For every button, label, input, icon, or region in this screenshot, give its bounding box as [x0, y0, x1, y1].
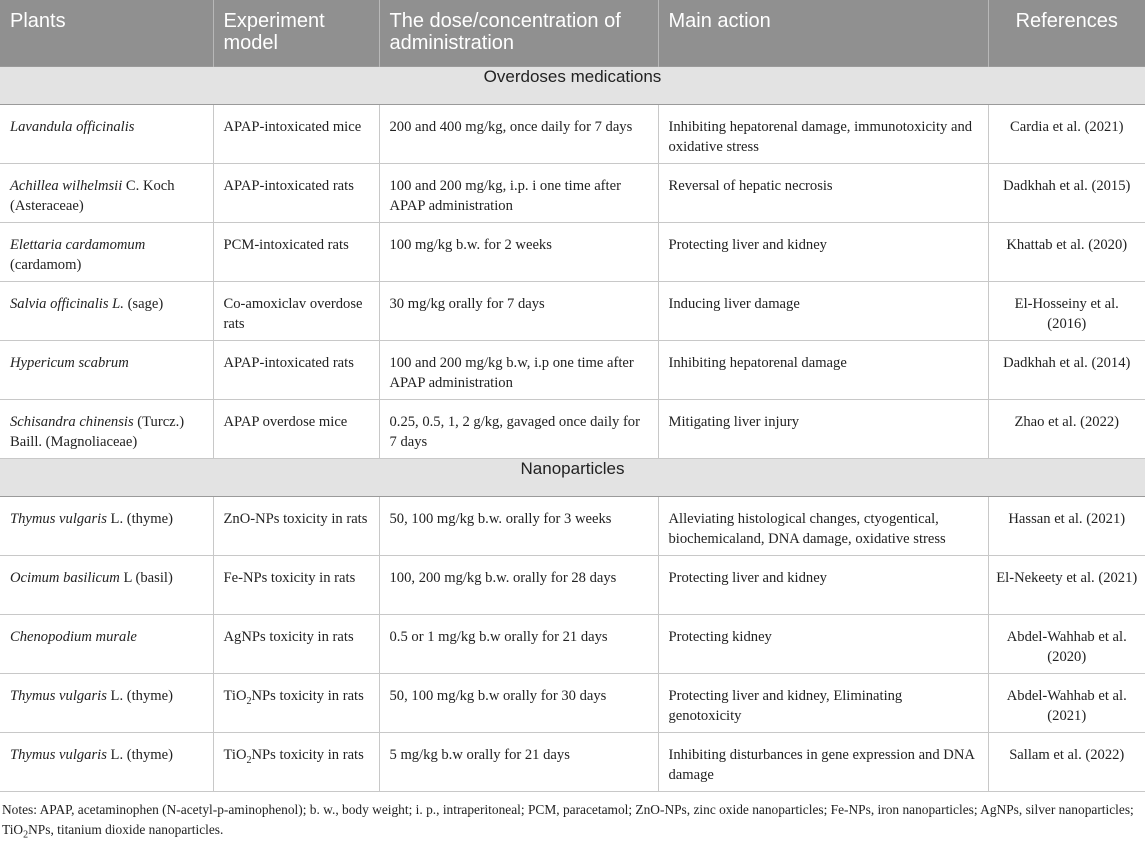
- cell-plant: [0, 733, 213, 792]
- plant-name-italic: Ocimum basilicum: [10, 570, 120, 586]
- header-plants: Plants: [0, 0, 213, 67]
- plant-name-italic: Thymus vulgaris: [10, 688, 107, 704]
- plant-name-italic: Achillea wilhelmsii: [10, 178, 123, 194]
- table-notes: [0, 792, 1145, 840]
- cell-reference: Dadkhah et al. (2015): [988, 164, 1145, 223]
- cell-dose: 100, 200 mg/kg b.w. orally for 28 days: [379, 556, 658, 615]
- model-text-end: NPs toxicity in rats: [251, 688, 364, 704]
- cell-plant: [0, 223, 213, 282]
- table-row: [0, 341, 1145, 400]
- plant-name-italic: Thymus vulgaris: [10, 747, 107, 763]
- cell-main-action: Protecting liver and kidney: [658, 223, 988, 282]
- cell-plant: [0, 282, 213, 341]
- cell-reference: El-Hosseiny et al. (2016): [988, 282, 1145, 341]
- cell-main-action: Protecting liver and kidney: [658, 556, 988, 615]
- cell-plant: [0, 615, 213, 674]
- cell-dose: 100 mg/kg b.w. for 2 weeks: [379, 223, 658, 282]
- notes-text-end: NPs, titanium dioxide nanoparticles.: [28, 822, 224, 837]
- cell-experiment-model: Co-amoxiclav overdose rats: [213, 282, 379, 341]
- cell-experiment-model: PCM-intoxicated rats: [213, 223, 379, 282]
- section-title: Overdoses medications: [0, 67, 1145, 105]
- plant-name-rest: L. (thyme): [106, 688, 173, 704]
- cell-experiment-model: [213, 674, 379, 733]
- plant-name-rest: (cardamom): [10, 257, 82, 273]
- cell-reference: Zhao et al. (2022): [988, 400, 1145, 459]
- plant-name-italic: Lavandula officinalis: [10, 119, 135, 135]
- model-text: TiO: [223, 747, 247, 763]
- cell-plant: [0, 400, 213, 459]
- cell-plant: [0, 497, 213, 556]
- table-row: [0, 497, 1145, 556]
- table-row: [0, 733, 1145, 792]
- cell-main-action: Mitigating liver injury: [658, 400, 988, 459]
- cell-experiment-model: APAP-intoxicated mice: [213, 105, 379, 164]
- notes-subscript: 2: [23, 829, 29, 841]
- table-row: [0, 105, 1145, 164]
- cell-plant: [0, 105, 213, 164]
- table-row: [0, 282, 1145, 341]
- cell-dose: 0.25, 0.5, 1, 2 g/kg, gavaged once daily for 7 days: [379, 400, 658, 459]
- cell-experiment-model: APAP-intoxicated rats: [213, 164, 379, 223]
- cell-dose: 100 and 200 mg/kg, i.p. i one time after APAP administration: [379, 164, 658, 223]
- cell-dose: 30 mg/kg orally for 7 days: [379, 282, 658, 341]
- cell-experiment-model: APAP-intoxicated rats: [213, 341, 379, 400]
- plant-name-rest: C. Koch (Asteraceae): [10, 178, 175, 214]
- section-row: [0, 67, 1145, 105]
- plant-name-rest: L. (thyme): [106, 511, 173, 527]
- cell-plant: [0, 674, 213, 733]
- cell-dose: 50, 100 mg/kg b.w orally for 30 days: [379, 674, 658, 733]
- cell-main-action: Protecting kidney: [658, 615, 988, 674]
- table-row: [0, 556, 1145, 615]
- plant-name-rest: (sage): [123, 296, 164, 312]
- plant-name-italic: Elettaria cardamomum: [10, 237, 146, 253]
- cell-plant: [0, 556, 213, 615]
- cell-reference: Hassan et al. (2021): [988, 497, 1145, 556]
- cell-dose: 50, 100 mg/kg b.w. orally for 3 weeks: [379, 497, 658, 556]
- cell-reference: Abdel-Wahhab et al. (2020): [988, 615, 1145, 674]
- model-subscript: 2: [246, 695, 252, 707]
- cell-main-action: Protecting liver and kidney, Eliminating genotoxicity: [658, 674, 988, 733]
- table-row: [0, 164, 1145, 223]
- cell-plant: [0, 341, 213, 400]
- header-experiment-model: Experiment model: [213, 0, 379, 67]
- cell-experiment-model: Fe-NPs toxicity in rats: [213, 556, 379, 615]
- header-references: References: [988, 0, 1145, 67]
- cell-reference: Dadkhah et al. (2014): [988, 341, 1145, 400]
- model-text: TiO: [223, 688, 247, 704]
- cell-reference: Sallam et al. (2022): [988, 733, 1145, 792]
- plant-name-italic: Schisandra chinensis: [10, 414, 134, 430]
- cell-reference: Abdel-Wahhab et al. (2021): [988, 674, 1145, 733]
- plant-name-italic: Thymus vulgaris: [10, 511, 107, 527]
- plant-name-italic: Chenopodium murale: [10, 629, 137, 645]
- cell-main-action: Inducing liver damage: [658, 282, 988, 341]
- cell-main-action: Reversal of hepatic necrosis: [658, 164, 988, 223]
- cell-experiment-model: APAP overdose mice: [213, 400, 379, 459]
- table-row: [0, 223, 1145, 282]
- plant-name-rest: L (basil): [119, 570, 173, 586]
- table-row: [0, 615, 1145, 674]
- cell-main-action: Inhibiting hepatorenal damage: [658, 341, 988, 400]
- plant-name-rest: (Turcz.) Baill. (Magnoliaceae): [10, 414, 185, 450]
- model-text-end: NPs toxicity in rats: [251, 747, 364, 763]
- cell-reference: El-Nekeety et al. (2021): [988, 556, 1145, 615]
- table-row: [0, 400, 1145, 459]
- plant-name-italic: Hypericum scabrum: [10, 355, 129, 371]
- table-row: [0, 674, 1145, 733]
- cell-dose: 200 and 400 mg/kg, once daily for 7 days: [379, 105, 658, 164]
- cell-main-action: Alleviating histological changes, ctyogentical, biochemicaland, DNA damage, oxidative stress: [658, 497, 988, 556]
- header-dose: The dose/concentration of administration: [379, 0, 658, 67]
- section-row: [0, 459, 1145, 497]
- header-main-action: Main action: [658, 0, 988, 67]
- cell-dose: 0.5 or 1 mg/kg b.w orally for 21 days: [379, 615, 658, 674]
- header-row: [0, 0, 1145, 67]
- cell-main-action: Inhibiting disturbances in gene expression and DNA damage: [658, 733, 988, 792]
- cell-dose: 5 mg/kg b.w orally for 21 days: [379, 733, 658, 792]
- cell-experiment-model: [213, 733, 379, 792]
- cell-experiment-model: AgNPs toxicity in rats: [213, 615, 379, 674]
- cell-reference: Cardia et al. (2021): [988, 105, 1145, 164]
- section-title: Nanoparticles: [0, 459, 1145, 497]
- cell-dose: 100 and 200 mg/kg b.w, i.p one time after APAP administration: [379, 341, 658, 400]
- cell-main-action: Inhibiting hepatorenal damage, immunotoxicity and oxidative stress: [658, 105, 988, 164]
- cell-plant: [0, 164, 213, 223]
- plant-name-italic: Salvia officinalis L.: [10, 296, 124, 312]
- cell-experiment-model: ZnO-NPs toxicity in rats: [213, 497, 379, 556]
- plant-name-rest: L. (thyme): [106, 747, 173, 763]
- notes-text: Notes: APAP, acetaminophen (N-acetyl-p-aminophenol); b. w., body weight; i. p., intraperitoneal; PCM, paracetamol; ZnO-NPs, zinc oxide nanoparticles; Fe-NPs, iron nanoparticles; AgNPs, silver nanoparticles; TiO: [2, 802, 1134, 837]
- cell-reference: Khattab et al. (2020): [988, 223, 1145, 282]
- model-subscript: 2: [246, 754, 252, 766]
- table-body: [0, 67, 1145, 792]
